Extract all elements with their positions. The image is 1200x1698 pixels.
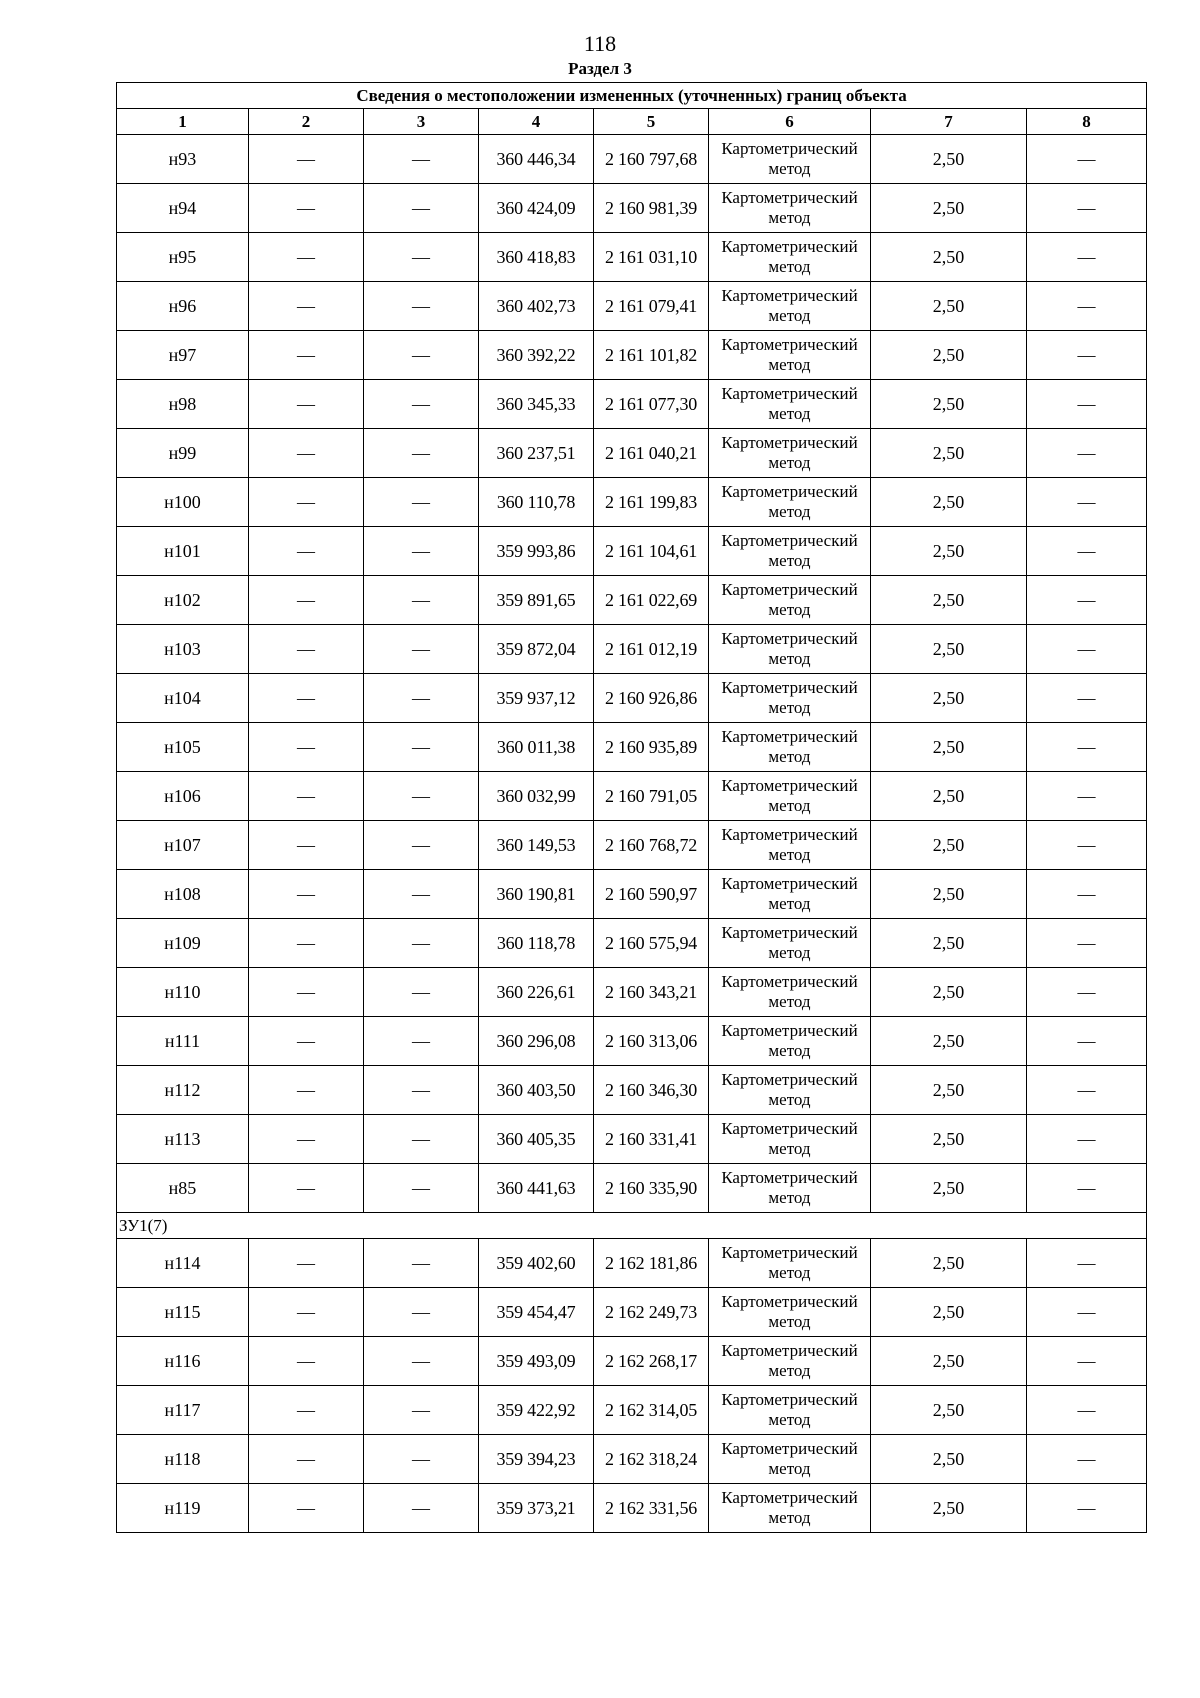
dash-cell: — bbox=[1027, 1484, 1147, 1533]
dash-cell: — bbox=[364, 870, 479, 919]
point-cell: н113 bbox=[117, 1115, 249, 1164]
accuracy-cell: 2,50 bbox=[871, 282, 1027, 331]
dash-cell: — bbox=[249, 135, 364, 184]
point-cell: н105 bbox=[117, 723, 249, 772]
method-cell: Картометрический метод bbox=[709, 1484, 871, 1533]
x-coordinate-cell: 359 454,47 bbox=[479, 1288, 594, 1337]
accuracy-cell: 2,50 bbox=[871, 870, 1027, 919]
method-cell: Картометрический метод bbox=[709, 380, 871, 429]
method-cell: Картометрический метод bbox=[709, 478, 871, 527]
x-coordinate-cell: 359 993,86 bbox=[479, 527, 594, 576]
dash-cell: — bbox=[1027, 184, 1147, 233]
method-cell: Картометрический метод bbox=[709, 674, 871, 723]
dash-cell: — bbox=[364, 478, 479, 527]
table-row bbox=[117, 1239, 1147, 1288]
point-cell: н114 bbox=[117, 1239, 249, 1288]
method-cell: Картометрический метод bbox=[709, 1017, 871, 1066]
x-coordinate-cell: 359 402,60 bbox=[479, 1239, 594, 1288]
accuracy-cell: 2,50 bbox=[871, 1288, 1027, 1337]
point-cell: н98 bbox=[117, 380, 249, 429]
y-coordinate-cell: 2 161 101,82 bbox=[594, 331, 709, 380]
dash-cell: — bbox=[249, 576, 364, 625]
x-coordinate-cell: 360 110,78 bbox=[479, 478, 594, 527]
dash-cell: — bbox=[249, 1164, 364, 1213]
y-coordinate-cell: 2 160 575,94 bbox=[594, 919, 709, 968]
accuracy-cell: 2,50 bbox=[871, 772, 1027, 821]
column-header: 2 bbox=[249, 109, 364, 135]
dash-cell: — bbox=[249, 723, 364, 772]
dash-cell: — bbox=[249, 919, 364, 968]
accuracy-cell: 2,50 bbox=[871, 576, 1027, 625]
point-cell: н110 bbox=[117, 968, 249, 1017]
method-cell: Картометрический метод bbox=[709, 184, 871, 233]
point-cell: н96 bbox=[117, 282, 249, 331]
y-coordinate-cell: 2 162 318,24 bbox=[594, 1435, 709, 1484]
table-row bbox=[117, 1164, 1147, 1213]
dash-cell: — bbox=[1027, 772, 1147, 821]
table-row bbox=[117, 1066, 1147, 1115]
dash-cell: — bbox=[364, 1066, 479, 1115]
y-coordinate-cell: 2 162 268,17 bbox=[594, 1337, 709, 1386]
point-cell: н95 bbox=[117, 233, 249, 282]
column-header-row bbox=[117, 109, 1147, 135]
accuracy-cell: 2,50 bbox=[871, 1164, 1027, 1213]
table-row bbox=[117, 1115, 1147, 1164]
x-coordinate-cell: 359 373,21 bbox=[479, 1484, 594, 1533]
dash-cell: — bbox=[249, 1337, 364, 1386]
dash-cell: — bbox=[364, 527, 479, 576]
x-coordinate-cell: 360 402,73 bbox=[479, 282, 594, 331]
point-cell: н115 bbox=[117, 1288, 249, 1337]
method-cell: Картометрический метод bbox=[709, 625, 871, 674]
accuracy-cell: 2,50 bbox=[871, 233, 1027, 282]
table-row bbox=[117, 233, 1147, 282]
dash-cell: — bbox=[249, 233, 364, 282]
accuracy-cell: 2,50 bbox=[871, 1435, 1027, 1484]
method-cell: Картометрический метод bbox=[709, 233, 871, 282]
method-cell: Картометрический метод bbox=[709, 1288, 871, 1337]
table-row bbox=[117, 1484, 1147, 1533]
x-coordinate-cell: 360 237,51 bbox=[479, 429, 594, 478]
accuracy-cell: 2,50 bbox=[871, 1337, 1027, 1386]
method-cell: Картометрический метод bbox=[709, 1115, 871, 1164]
table-row bbox=[117, 429, 1147, 478]
table-row bbox=[117, 674, 1147, 723]
dash-cell: — bbox=[364, 1164, 479, 1213]
dash-cell: — bbox=[364, 135, 479, 184]
point-cell: н94 bbox=[117, 184, 249, 233]
method-cell: Картометрический метод bbox=[709, 968, 871, 1017]
accuracy-cell: 2,50 bbox=[871, 1239, 1027, 1288]
point-cell: н101 bbox=[117, 527, 249, 576]
accuracy-cell: 2,50 bbox=[871, 527, 1027, 576]
dash-cell: — bbox=[364, 1115, 479, 1164]
table-body bbox=[117, 135, 1147, 1533]
table-row bbox=[117, 1288, 1147, 1337]
dash-cell: — bbox=[1027, 1164, 1147, 1213]
dash-cell: — bbox=[249, 429, 364, 478]
accuracy-cell: 2,50 bbox=[871, 625, 1027, 674]
table-row bbox=[117, 282, 1147, 331]
dash-cell: — bbox=[364, 772, 479, 821]
x-coordinate-cell: 360 345,33 bbox=[479, 380, 594, 429]
dash-cell: — bbox=[364, 1288, 479, 1337]
y-coordinate-cell: 2 160 768,72 bbox=[594, 821, 709, 870]
dash-cell: — bbox=[249, 1484, 364, 1533]
y-coordinate-cell: 2 160 981,39 bbox=[594, 184, 709, 233]
point-cell: н111 bbox=[117, 1017, 249, 1066]
dash-cell: — bbox=[249, 821, 364, 870]
accuracy-cell: 2,50 bbox=[871, 919, 1027, 968]
accuracy-cell: 2,50 bbox=[871, 380, 1027, 429]
table-row bbox=[117, 380, 1147, 429]
x-coordinate-cell: 360 403,50 bbox=[479, 1066, 594, 1115]
accuracy-cell: 2,50 bbox=[871, 821, 1027, 870]
accuracy-cell: 2,50 bbox=[871, 674, 1027, 723]
method-cell: Картометрический метод bbox=[709, 282, 871, 331]
dash-cell: — bbox=[364, 331, 479, 380]
boundary-coordinates-table bbox=[116, 82, 1147, 1533]
dash-cell: — bbox=[1027, 282, 1147, 331]
dash-cell: — bbox=[249, 282, 364, 331]
accuracy-cell: 2,50 bbox=[871, 135, 1027, 184]
dash-cell: — bbox=[1027, 1435, 1147, 1484]
y-coordinate-cell: 2 160 346,30 bbox=[594, 1066, 709, 1115]
dash-cell: — bbox=[249, 1386, 364, 1435]
y-coordinate-cell: 2 162 314,05 bbox=[594, 1386, 709, 1435]
y-coordinate-cell: 2 161 199,83 bbox=[594, 478, 709, 527]
dash-cell: — bbox=[364, 968, 479, 1017]
dash-cell: — bbox=[1027, 1288, 1147, 1337]
dash-cell: — bbox=[1027, 380, 1147, 429]
dash-cell: — bbox=[1027, 625, 1147, 674]
dash-cell: — bbox=[1027, 478, 1147, 527]
point-cell: н104 bbox=[117, 674, 249, 723]
x-coordinate-cell: 360 418,83 bbox=[479, 233, 594, 282]
table-row bbox=[117, 1435, 1147, 1484]
dash-cell: — bbox=[249, 380, 364, 429]
y-coordinate-cell: 2 160 791,05 bbox=[594, 772, 709, 821]
accuracy-cell: 2,50 bbox=[871, 331, 1027, 380]
x-coordinate-cell: 360 118,78 bbox=[479, 919, 594, 968]
dash-cell: — bbox=[1027, 968, 1147, 1017]
accuracy-cell: 2,50 bbox=[871, 723, 1027, 772]
accuracy-cell: 2,50 bbox=[871, 1017, 1027, 1066]
point-cell: н109 bbox=[117, 919, 249, 968]
dash-cell: — bbox=[1027, 674, 1147, 723]
column-header: 3 bbox=[364, 109, 479, 135]
point-cell: н106 bbox=[117, 772, 249, 821]
x-coordinate-cell: 360 011,38 bbox=[479, 723, 594, 772]
dash-cell: — bbox=[364, 184, 479, 233]
accuracy-cell: 2,50 bbox=[871, 478, 1027, 527]
point-cell: н85 bbox=[117, 1164, 249, 1213]
dash-cell: — bbox=[249, 625, 364, 674]
column-header: 5 bbox=[594, 109, 709, 135]
dash-cell: — bbox=[1027, 919, 1147, 968]
point-cell: н99 bbox=[117, 429, 249, 478]
x-coordinate-cell: 359 422,92 bbox=[479, 1386, 594, 1435]
accuracy-cell: 2,50 bbox=[871, 968, 1027, 1017]
y-coordinate-cell: 2 162 331,56 bbox=[594, 1484, 709, 1533]
dash-cell: — bbox=[1027, 576, 1147, 625]
dash-cell: — bbox=[364, 1017, 479, 1066]
dash-cell: — bbox=[364, 282, 479, 331]
method-cell: Картометрический метод bbox=[709, 772, 871, 821]
y-coordinate-cell: 2 160 590,97 bbox=[594, 870, 709, 919]
dash-cell: — bbox=[364, 625, 479, 674]
dash-cell: — bbox=[1027, 870, 1147, 919]
y-coordinate-cell: 2 161 012,19 bbox=[594, 625, 709, 674]
point-cell: н108 bbox=[117, 870, 249, 919]
table-row bbox=[117, 1017, 1147, 1066]
y-coordinate-cell: 2 160 343,21 bbox=[594, 968, 709, 1017]
dash-cell: — bbox=[364, 1239, 479, 1288]
method-cell: Картометрический метод bbox=[709, 723, 871, 772]
table-caption: Сведения о местоположении измененных (уточненных) границ объекта bbox=[117, 83, 1147, 109]
table-row bbox=[117, 576, 1147, 625]
dash-cell: — bbox=[364, 1435, 479, 1484]
point-cell: н100 bbox=[117, 478, 249, 527]
table-row bbox=[117, 135, 1147, 184]
dash-cell: — bbox=[249, 1066, 364, 1115]
y-coordinate-cell: 2 160 797,68 bbox=[594, 135, 709, 184]
dash-cell: — bbox=[249, 870, 364, 919]
method-cell: Картометрический метод bbox=[709, 331, 871, 380]
point-cell: н93 bbox=[117, 135, 249, 184]
y-coordinate-cell: 2 160 313,06 bbox=[594, 1017, 709, 1066]
page-number: 118 bbox=[583, 31, 617, 56]
dash-cell: — bbox=[364, 380, 479, 429]
dash-cell: — bbox=[1027, 233, 1147, 282]
method-cell: Картометрический метод bbox=[709, 1386, 871, 1435]
accuracy-cell: 2,50 bbox=[871, 429, 1027, 478]
dash-cell: — bbox=[364, 1484, 479, 1533]
table-row bbox=[117, 527, 1147, 576]
dash-cell: — bbox=[1027, 1386, 1147, 1435]
method-cell: Картометрический метод bbox=[709, 1164, 871, 1213]
dash-cell: — bbox=[249, 772, 364, 821]
method-cell: Картометрический метод bbox=[709, 429, 871, 478]
dash-cell: — bbox=[249, 184, 364, 233]
method-cell: Картометрический метод bbox=[709, 527, 871, 576]
method-cell: Картометрический метод bbox=[709, 870, 871, 919]
method-cell: Картометрический метод bbox=[709, 1066, 871, 1115]
table-row bbox=[117, 184, 1147, 233]
dash-cell: — bbox=[249, 674, 364, 723]
y-coordinate-cell: 2 160 335,90 bbox=[594, 1164, 709, 1213]
accuracy-cell: 2,50 bbox=[871, 1066, 1027, 1115]
x-coordinate-cell: 360 405,35 bbox=[479, 1115, 594, 1164]
point-cell: н103 bbox=[117, 625, 249, 674]
accuracy-cell: 2,50 bbox=[871, 184, 1027, 233]
group-row bbox=[117, 1213, 1147, 1239]
column-header: 8 bbox=[1027, 109, 1147, 135]
x-coordinate-cell: 360 190,81 bbox=[479, 870, 594, 919]
dash-cell: — bbox=[249, 1115, 364, 1164]
table-row bbox=[117, 478, 1147, 527]
point-cell: н116 bbox=[117, 1337, 249, 1386]
table-row bbox=[117, 870, 1147, 919]
dash-cell: — bbox=[1027, 1337, 1147, 1386]
dash-cell: — bbox=[364, 233, 479, 282]
dash-cell: — bbox=[1027, 1115, 1147, 1164]
dash-cell: — bbox=[1027, 1239, 1147, 1288]
dash-cell: — bbox=[249, 1017, 364, 1066]
table-row bbox=[117, 1337, 1147, 1386]
x-coordinate-cell: 359 493,09 bbox=[479, 1337, 594, 1386]
dash-cell: — bbox=[1027, 1066, 1147, 1115]
x-coordinate-cell: 360 392,22 bbox=[479, 331, 594, 380]
table-row bbox=[117, 625, 1147, 674]
x-coordinate-cell: 360 032,99 bbox=[479, 772, 594, 821]
x-coordinate-cell: 359 891,65 bbox=[479, 576, 594, 625]
dash-cell: — bbox=[364, 919, 479, 968]
point-cell: н112 bbox=[117, 1066, 249, 1115]
accuracy-cell: 2,50 bbox=[871, 1484, 1027, 1533]
column-header: 1 bbox=[117, 109, 249, 135]
dash-cell: — bbox=[364, 723, 479, 772]
method-cell: Картометрический метод bbox=[709, 821, 871, 870]
y-coordinate-cell: 2 161 104,61 bbox=[594, 527, 709, 576]
column-header: 4 bbox=[479, 109, 594, 135]
dash-cell: — bbox=[1027, 821, 1147, 870]
dash-cell: — bbox=[1027, 1017, 1147, 1066]
accuracy-cell: 2,50 bbox=[871, 1115, 1027, 1164]
point-cell: н118 bbox=[117, 1435, 249, 1484]
table-row bbox=[117, 772, 1147, 821]
group-label: ЗУ1(7) bbox=[117, 1213, 1147, 1239]
point-cell: н119 bbox=[117, 1484, 249, 1533]
dash-cell: — bbox=[364, 674, 479, 723]
dash-cell: — bbox=[364, 1337, 479, 1386]
dash-cell: — bbox=[249, 968, 364, 1017]
dash-cell: — bbox=[1027, 723, 1147, 772]
method-cell: Картометрический метод bbox=[709, 1337, 871, 1386]
column-header: 7 bbox=[871, 109, 1027, 135]
dash-cell: — bbox=[1027, 135, 1147, 184]
table-row bbox=[117, 723, 1147, 772]
method-cell: Картометрический метод bbox=[709, 919, 871, 968]
x-coordinate-cell: 359 872,04 bbox=[479, 625, 594, 674]
y-coordinate-cell: 2 161 079,41 bbox=[594, 282, 709, 331]
table-row bbox=[117, 968, 1147, 1017]
dash-cell: — bbox=[364, 576, 479, 625]
x-coordinate-cell: 359 937,12 bbox=[479, 674, 594, 723]
point-cell: н102 bbox=[117, 576, 249, 625]
x-coordinate-cell: 360 226,61 bbox=[479, 968, 594, 1017]
x-coordinate-cell: 360 149,53 bbox=[479, 821, 594, 870]
point-cell: н117 bbox=[117, 1386, 249, 1435]
dash-cell: — bbox=[364, 821, 479, 870]
method-cell: Картометрический метод bbox=[709, 1435, 871, 1484]
dash-cell: — bbox=[249, 331, 364, 380]
accuracy-cell: 2,50 bbox=[871, 1386, 1027, 1435]
y-coordinate-cell: 2 161 022,69 bbox=[594, 576, 709, 625]
table-row bbox=[117, 919, 1147, 968]
table-row bbox=[117, 1386, 1147, 1435]
x-coordinate-cell: 360 296,08 bbox=[479, 1017, 594, 1066]
method-cell: Картометрический метод bbox=[709, 576, 871, 625]
dash-cell: — bbox=[249, 478, 364, 527]
dash-cell: — bbox=[1027, 527, 1147, 576]
table-row bbox=[117, 821, 1147, 870]
dash-cell: — bbox=[249, 1239, 364, 1288]
y-coordinate-cell: 2 160 926,86 bbox=[594, 674, 709, 723]
dash-cell: — bbox=[364, 1386, 479, 1435]
x-coordinate-cell: 360 446,34 bbox=[479, 135, 594, 184]
dash-cell: — bbox=[249, 1288, 364, 1337]
y-coordinate-cell: 2 161 077,30 bbox=[594, 380, 709, 429]
dash-cell: — bbox=[1027, 331, 1147, 380]
point-cell: н97 bbox=[117, 331, 249, 380]
table-row bbox=[117, 331, 1147, 380]
x-coordinate-cell: 359 394,23 bbox=[479, 1435, 594, 1484]
method-cell: Картометрический метод bbox=[709, 135, 871, 184]
section-title: Раздел 3 bbox=[568, 59, 632, 78]
point-cell: н107 bbox=[117, 821, 249, 870]
x-coordinate-cell: 360 441,63 bbox=[479, 1164, 594, 1213]
y-coordinate-cell: 2 161 040,21 bbox=[594, 429, 709, 478]
y-coordinate-cell: 2 160 331,41 bbox=[594, 1115, 709, 1164]
x-coordinate-cell: 360 424,09 bbox=[479, 184, 594, 233]
dash-cell: — bbox=[1027, 429, 1147, 478]
y-coordinate-cell: 2 161 031,10 bbox=[594, 233, 709, 282]
column-header: 6 bbox=[709, 109, 871, 135]
y-coordinate-cell: 2 160 935,89 bbox=[594, 723, 709, 772]
y-coordinate-cell: 2 162 249,73 bbox=[594, 1288, 709, 1337]
y-coordinate-cell: 2 162 181,86 bbox=[594, 1239, 709, 1288]
dash-cell: — bbox=[364, 429, 479, 478]
method-cell: Картометрический метод bbox=[709, 1239, 871, 1288]
dash-cell: — bbox=[249, 527, 364, 576]
dash-cell: — bbox=[249, 1435, 364, 1484]
